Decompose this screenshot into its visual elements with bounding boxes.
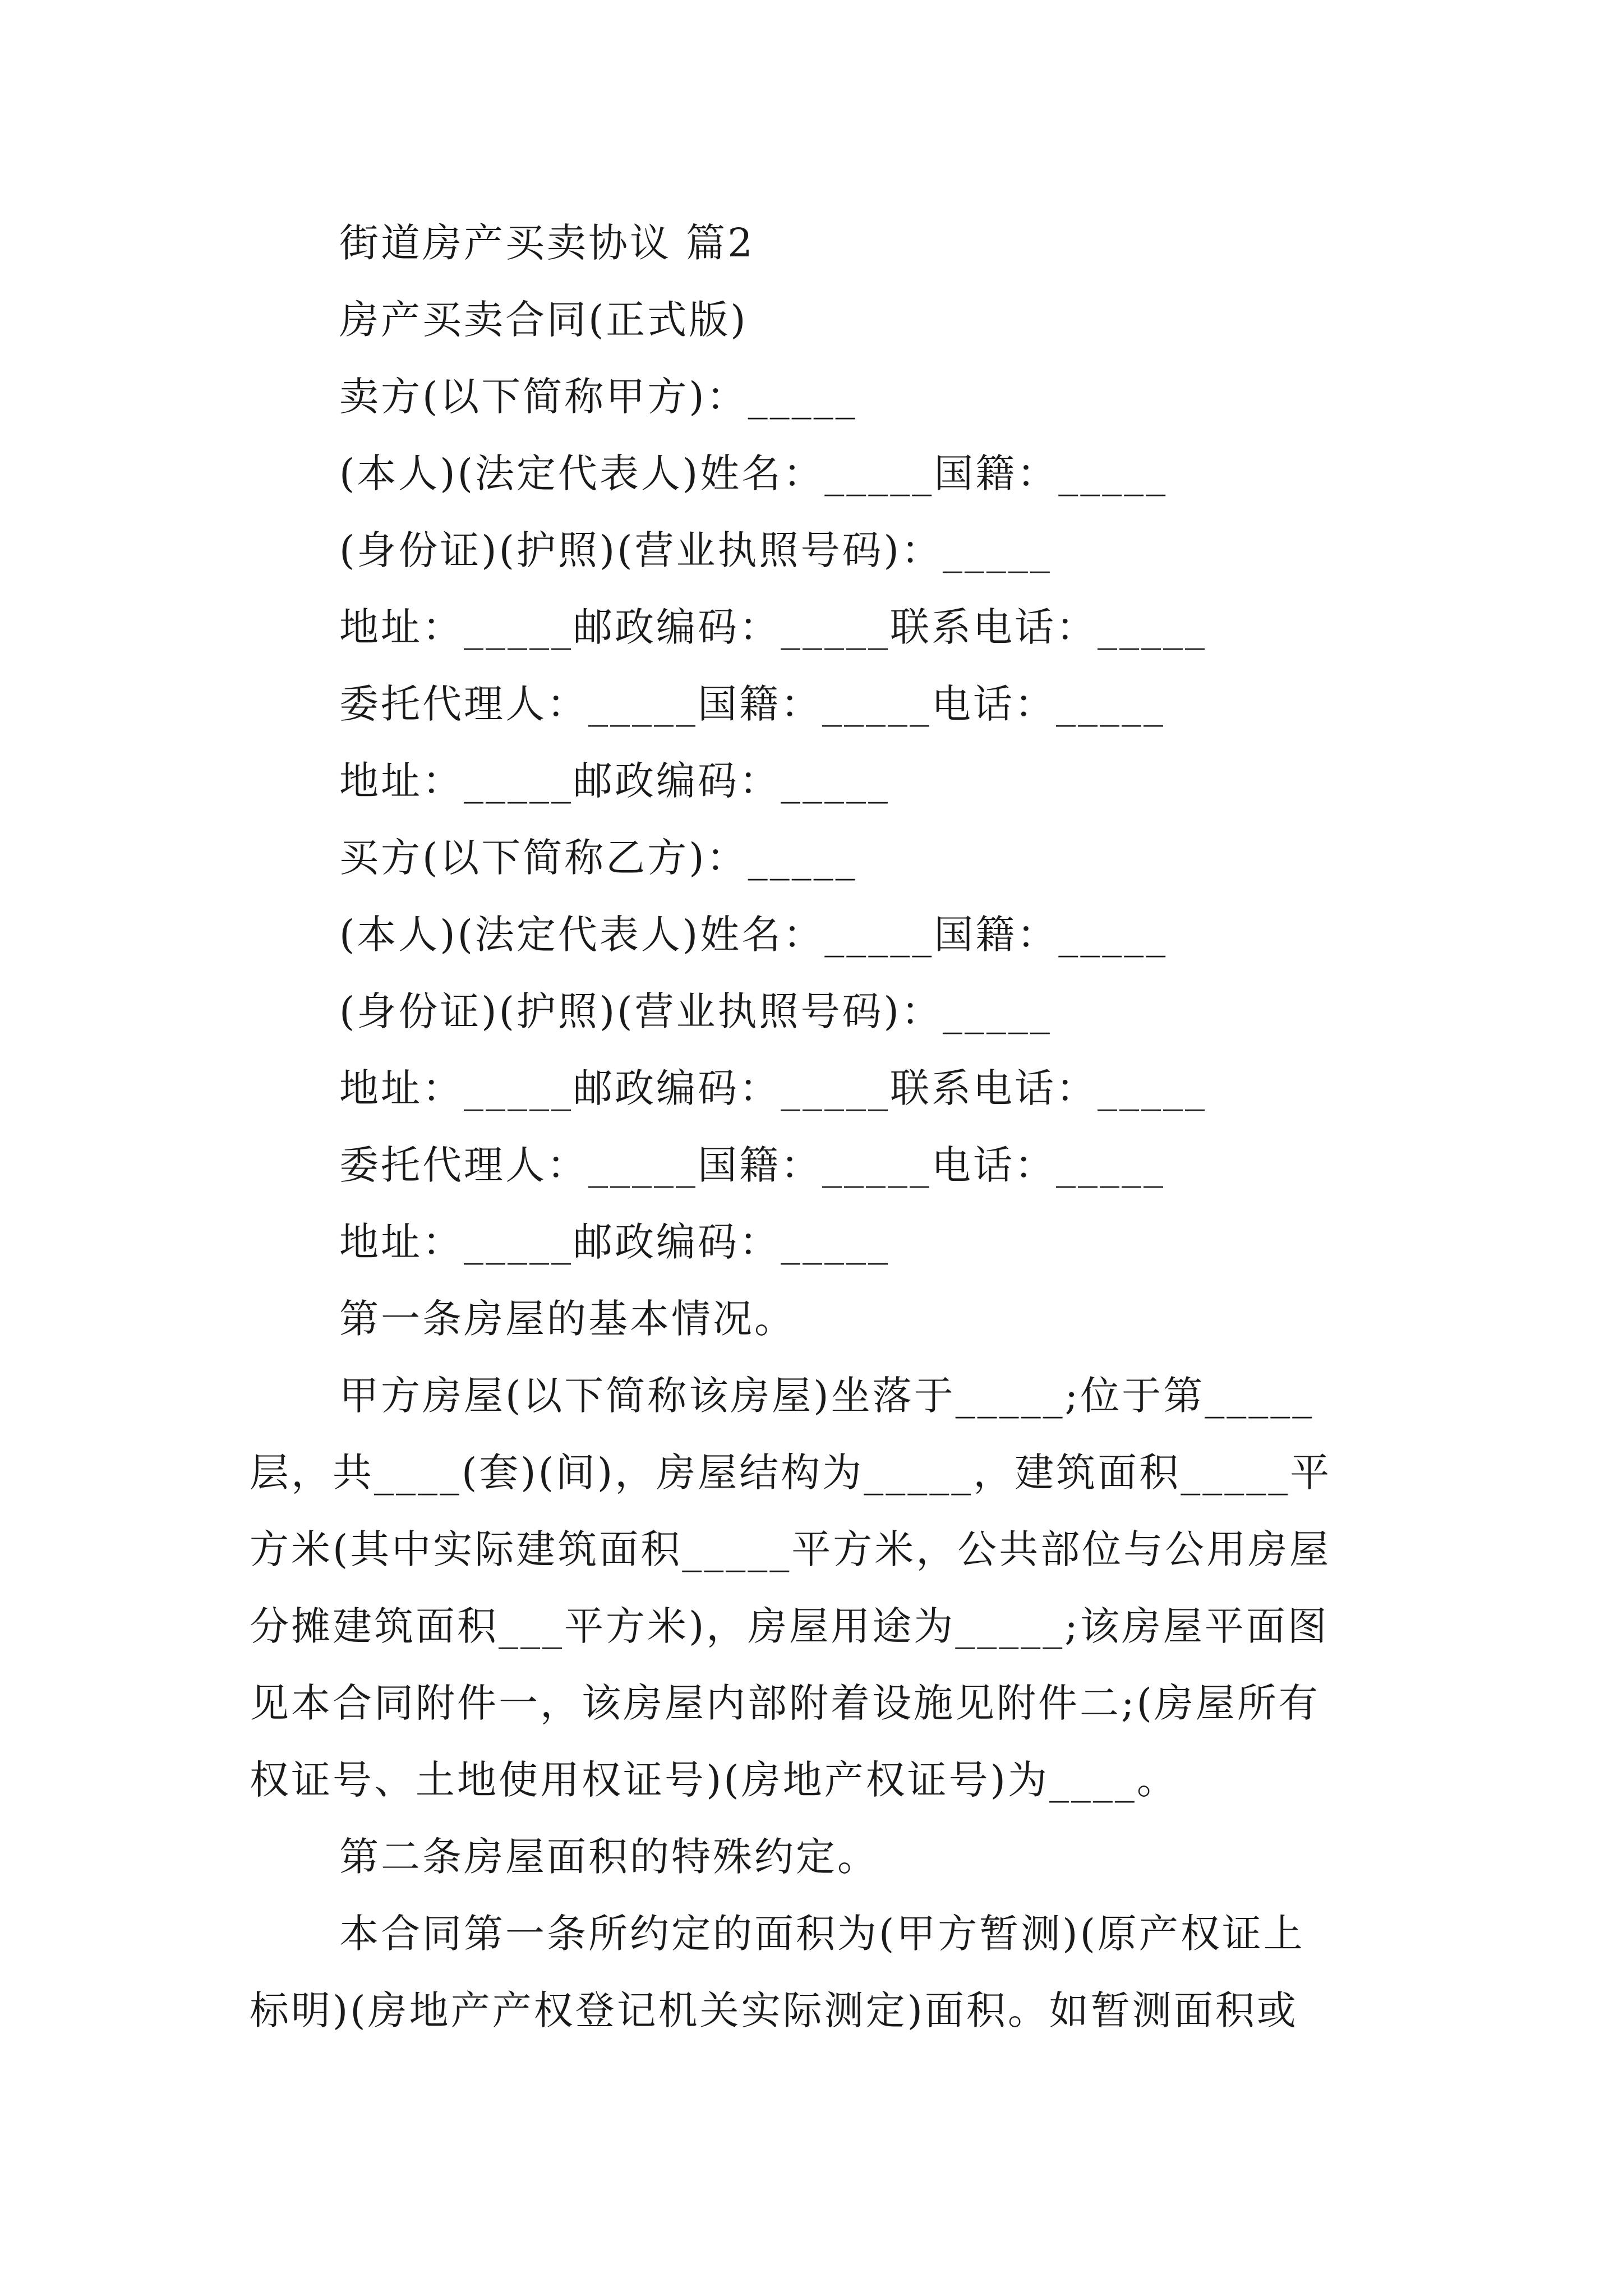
doc-heading: 街道房产买卖协议 篇2 — [339, 220, 755, 266]
buyer-address-line: 地址：_____邮政编码：_____联系电话：_____ — [339, 1065, 1207, 1111]
article-1-heading: 第一条房屋的基本情况。 — [339, 1296, 796, 1342]
article-1-para-line: 见本合同附件一，该房屋内部附着设施见附件二;(房屋所有 — [250, 1680, 1320, 1726]
article-2-heading: 第二条房屋面积的特殊约定。 — [339, 1834, 879, 1880]
article-2-para-line: 本合同第一条所约定的面积为(甲方暂测)(原产权证上 — [339, 1911, 1305, 1957]
buyer-name-line: (本人)(法定代表人)姓名：_____国籍：_____ — [339, 912, 1168, 958]
seller-id-line: (身份证)(护照)(营业执照号码)：_____ — [339, 527, 1052, 573]
article-1-para-line: 层，共____(套)(间)，房屋结构为_____，建筑面积_____平 — [250, 1450, 1332, 1496]
buyer-agent-line: 委托代理人：_____国籍：_____电话：_____ — [339, 1142, 1165, 1188]
buyer-line: 买方(以下简称乙方)：_____ — [339, 835, 857, 881]
seller-agent-address-line: 地址：_____邮政编码：_____ — [339, 758, 890, 804]
buyer-agent-address-line: 地址：_____邮政编码：_____ — [339, 1219, 890, 1265]
seller-line: 卖方(以下简称甲方)：_____ — [339, 374, 857, 420]
buyer-id-line: (身份证)(护照)(营业执照号码)：_____ — [339, 988, 1052, 1034]
article-2-para-line: 标明)(房地产产权登记机关实际测定)面积。如暂测面积或 — [250, 1987, 1298, 2033]
seller-address-line: 地址：_____邮政编码：_____联系电话：_____ — [339, 604, 1207, 650]
seller-name-line: (本人)(法定代表人)姓名：_____国籍：_____ — [339, 450, 1168, 496]
article-1-para-line: 分摊建筑面积___平方米)，房屋用途为_____;该房屋平面图 — [250, 1603, 1329, 1649]
article-1-para-line: 甲方房屋(以下简称该房屋)坐落于_____;位于第_____ — [339, 1373, 1315, 1419]
article-1-para-line: 权证号、土地使用权证号)(房地产权证号)为____。 — [250, 1757, 1178, 1803]
contract-title: 房产买卖合同(正式版) — [339, 297, 748, 343]
seller-agent-line: 委托代理人：_____国籍：_____电话：_____ — [339, 681, 1165, 727]
article-1-para-line: 方米(其中实际建筑面积_____平方米，公共部位与公用房屋 — [250, 1526, 1331, 1572]
